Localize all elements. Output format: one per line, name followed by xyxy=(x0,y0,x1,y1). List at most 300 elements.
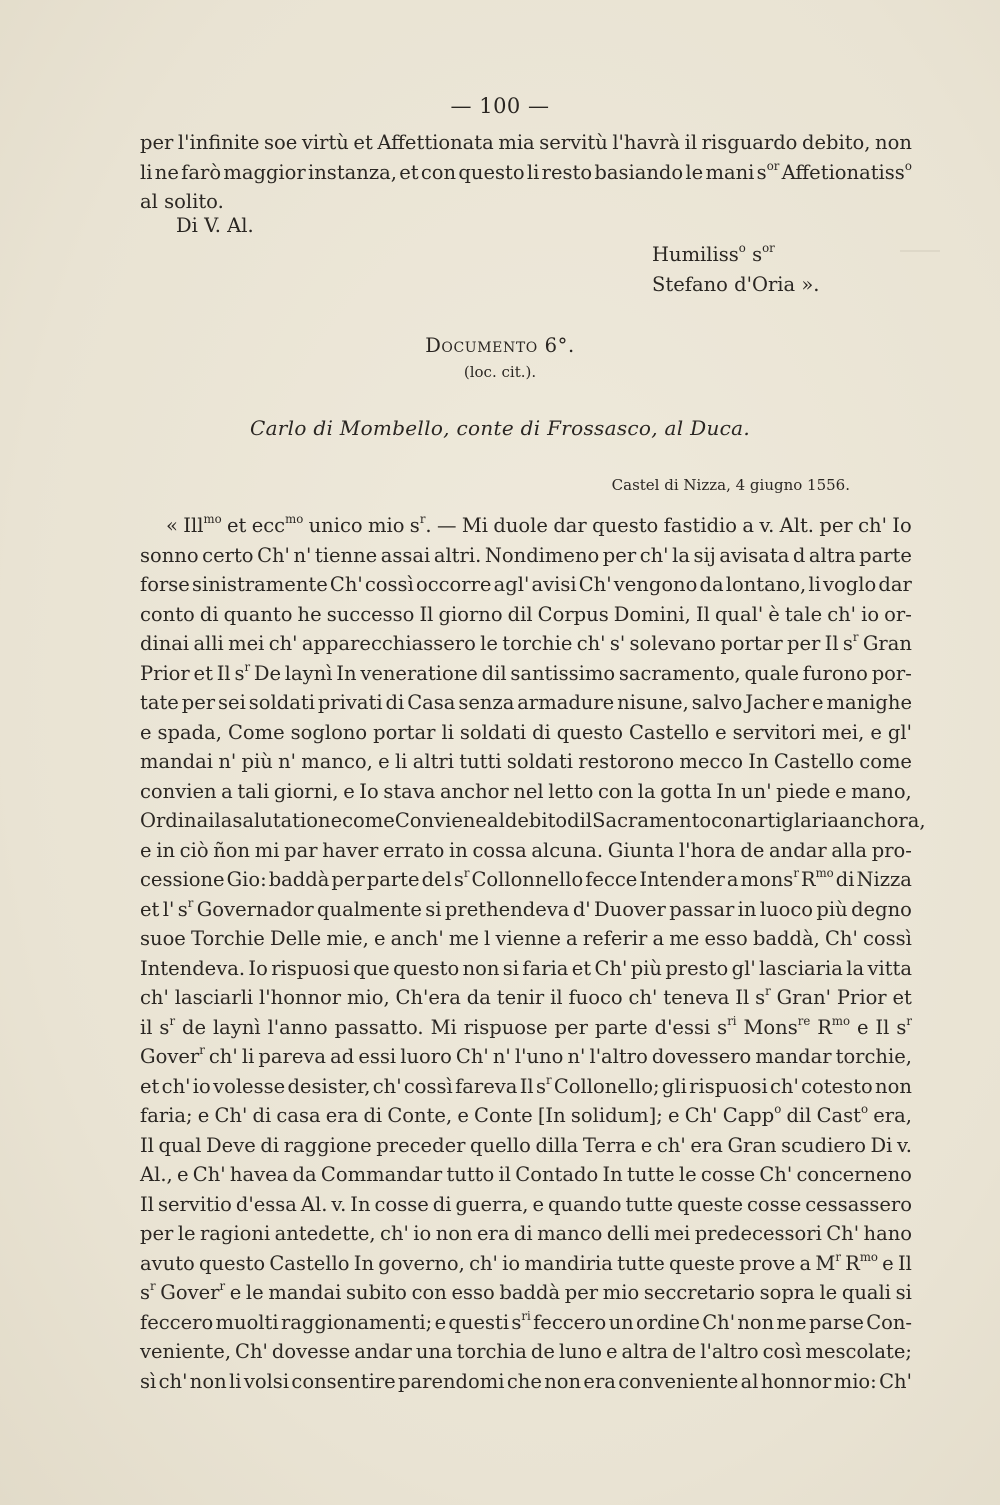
word: l'hora xyxy=(678,838,736,862)
word: le xyxy=(819,1281,838,1304)
word: Nizza xyxy=(856,868,912,891)
word: apparecchiassero xyxy=(301,632,476,655)
text-line xyxy=(140,747,912,777)
word: Collonello; xyxy=(553,1074,660,1098)
word: Ch' xyxy=(826,1222,860,1245)
word: s' xyxy=(609,632,626,655)
word: senza xyxy=(458,691,515,714)
text-line xyxy=(140,983,912,1013)
word: Di xyxy=(870,1133,893,1157)
word: Ch' xyxy=(879,1369,912,1393)
word: ch' xyxy=(770,1074,799,1098)
word: Come xyxy=(227,720,285,744)
word: ordine xyxy=(636,1310,700,1334)
word: io xyxy=(502,1251,521,1275)
text-line xyxy=(140,1367,912,1397)
word: per xyxy=(140,131,174,154)
word: dil xyxy=(786,1104,812,1127)
word: In xyxy=(748,750,769,773)
word: de xyxy=(181,1015,206,1039)
word: pareva xyxy=(258,1045,327,1068)
word: luno xyxy=(558,1340,602,1363)
word: servitio xyxy=(157,1192,232,1216)
word: e xyxy=(140,720,152,744)
word: qualmente xyxy=(317,897,422,921)
word: sei xyxy=(218,691,246,714)
word: Il xyxy=(519,1074,534,1098)
text-line xyxy=(140,806,926,836)
word: cossa xyxy=(472,838,527,862)
word: dar xyxy=(878,573,912,596)
signature xyxy=(652,240,826,299)
word: e xyxy=(715,720,727,744)
word: n' xyxy=(218,750,237,773)
word: instanza, xyxy=(308,160,397,184)
word: anchor xyxy=(440,779,509,803)
word: cosse xyxy=(747,1192,802,1216)
word: tutti xyxy=(459,750,502,773)
word: di xyxy=(432,1192,452,1216)
word: Io xyxy=(248,956,268,980)
letter-title-block xyxy=(0,416,1000,440)
word: mio xyxy=(602,1281,640,1304)
word: parte xyxy=(859,543,912,567)
word: non xyxy=(875,1074,912,1098)
word: le xyxy=(685,160,704,184)
word: letto xyxy=(548,779,594,803)
word: et xyxy=(353,131,373,154)
word: l' xyxy=(162,897,175,921)
word: solito. xyxy=(164,190,224,213)
word: d'essi xyxy=(654,1015,711,1039)
word: Castello xyxy=(773,750,854,773)
word: salvo xyxy=(691,691,743,714)
word: et xyxy=(140,1074,160,1098)
word: ». xyxy=(801,272,820,296)
word: non xyxy=(435,1222,473,1245)
word: cossì xyxy=(863,927,912,950)
word: fareva xyxy=(455,1074,518,1098)
word: di xyxy=(252,1104,272,1127)
word: era xyxy=(476,1222,510,1245)
word: veniente, xyxy=(140,1340,232,1363)
word: lontano, xyxy=(725,573,807,596)
word: me xyxy=(776,1310,807,1334)
word: in xyxy=(156,838,175,862)
word: mani xyxy=(705,160,755,184)
word: si xyxy=(895,1281,912,1304)
word: prove xyxy=(739,1251,796,1275)
word: mandiria xyxy=(524,1251,613,1275)
word: que xyxy=(353,956,390,980)
word: conveniente xyxy=(618,1369,739,1393)
word: l'havrà xyxy=(612,131,681,154)
word: $s^{ri}$ xyxy=(717,1013,737,1039)
word: Con- xyxy=(866,1310,912,1334)
word: dilla xyxy=(535,1133,579,1157)
word: quanto xyxy=(223,602,293,626)
text-line xyxy=(140,1101,912,1131)
word: virtù xyxy=(301,131,349,154)
word: qual xyxy=(158,1133,202,1157)
word: convien xyxy=(140,779,217,803)
word: armadure xyxy=(517,691,615,714)
word: in xyxy=(737,897,757,921)
word: per xyxy=(564,1281,599,1304)
word: honnor xyxy=(760,1369,832,1393)
word: di xyxy=(835,868,855,891)
word: soldati xyxy=(248,691,315,714)
word: sinistramente xyxy=(191,573,328,596)
word: e xyxy=(882,1251,894,1275)
word: di xyxy=(532,720,551,744)
word: ch' xyxy=(827,602,857,626)
word: l'altro xyxy=(589,1045,648,1068)
word: privati xyxy=(317,691,383,714)
word: sopra xyxy=(759,1281,815,1304)
source-note: (loc. cit.). xyxy=(463,363,537,381)
word: e xyxy=(667,1104,680,1127)
text-line xyxy=(140,865,912,895)
word: ecc$^{mo}$ xyxy=(251,512,304,537)
word: Sacramento xyxy=(592,809,712,832)
word: faria xyxy=(522,956,569,980)
word: baddà xyxy=(268,868,330,891)
word: piede xyxy=(776,779,831,803)
word: mandar xyxy=(755,1045,832,1068)
word: per xyxy=(554,1015,588,1039)
word: si xyxy=(502,956,520,980)
document-heading: Documento 6°. xyxy=(425,334,575,357)
word: mescolate; xyxy=(805,1340,912,1363)
text-line xyxy=(140,511,912,541)
word: e xyxy=(532,1192,545,1216)
word: avisi xyxy=(531,573,577,596)
word: consentire xyxy=(291,1369,396,1393)
word: referir xyxy=(582,927,648,950)
word: andar xyxy=(769,838,827,862)
word: Torchie xyxy=(191,927,265,950)
word: e xyxy=(812,691,824,714)
word: ch' xyxy=(268,632,298,655)
word: $s^r$ xyxy=(896,1013,912,1039)
word: Gran' xyxy=(776,986,832,1009)
word: le xyxy=(245,1281,264,1304)
salutation-block xyxy=(140,211,912,241)
word: fastidio xyxy=(663,514,738,537)
word: Al. xyxy=(300,1192,328,1216)
word: si xyxy=(425,897,442,921)
word: Nondimeno xyxy=(484,543,600,567)
word: per xyxy=(181,691,216,714)
word: quando xyxy=(548,1192,622,1216)
word: me xyxy=(448,927,479,950)
word: e xyxy=(640,1133,653,1157)
word: et xyxy=(140,897,160,921)
word: la xyxy=(214,809,233,832)
word: $s^r$ xyxy=(755,984,771,1009)
word: un' xyxy=(741,779,772,803)
word: che xyxy=(506,1369,542,1393)
word: Castello xyxy=(628,720,710,744)
word: altri. xyxy=(433,543,482,567)
word: dar xyxy=(553,514,587,537)
word: Ch' xyxy=(192,1163,226,1186)
word: mi xyxy=(254,838,280,862)
word: esso xyxy=(704,927,748,950)
word: più xyxy=(241,750,273,773)
word: nel xyxy=(513,779,544,803)
word: Commandar xyxy=(320,1163,443,1186)
word: $s^r$ xyxy=(842,630,859,655)
word: tutte xyxy=(626,1163,675,1186)
word: tienne xyxy=(314,543,378,567)
word: ch' xyxy=(161,1074,191,1098)
word: Delle xyxy=(269,927,322,950)
word: Il xyxy=(216,661,231,685)
word: vengono xyxy=(613,573,698,596)
text-line xyxy=(140,1160,912,1190)
text-line xyxy=(140,924,912,954)
word: Capp$^o$ xyxy=(722,1102,782,1127)
word: parendomi xyxy=(398,1369,505,1393)
word: rispuose xyxy=(463,1015,548,1039)
word: solidum]; xyxy=(570,1104,663,1127)
word: qual' xyxy=(714,602,764,626)
word: n' xyxy=(567,1045,586,1068)
word: Il xyxy=(897,1251,912,1275)
word: e xyxy=(605,1340,618,1363)
word: questo xyxy=(393,956,460,980)
word: $s^r$ xyxy=(453,866,470,891)
word: duole xyxy=(493,514,548,537)
word: Gran xyxy=(862,632,912,655)
word: resto xyxy=(541,160,593,184)
word: cessione xyxy=(140,868,225,891)
word: risguardo xyxy=(701,131,798,154)
word: soldati xyxy=(459,720,527,744)
word: Ch' xyxy=(825,927,858,950)
word: guerra, xyxy=(455,1192,529,1216)
word: In xyxy=(350,1192,371,1216)
word: mandai xyxy=(140,750,214,773)
word: volsi xyxy=(243,1369,290,1393)
word: Ordinai xyxy=(140,809,215,832)
word: un xyxy=(608,1310,634,1334)
word: giorni, xyxy=(273,779,339,803)
page-number: — 100 — xyxy=(450,94,550,118)
word: quello xyxy=(470,1133,531,1157)
word: n' xyxy=(492,1045,511,1068)
word: forse xyxy=(140,573,190,596)
text-line xyxy=(140,1131,912,1161)
word: Affetionatiss$^o$ xyxy=(781,158,912,184)
word: gotta xyxy=(660,779,712,803)
word: il xyxy=(498,1163,512,1186)
source-note-block xyxy=(0,362,1000,381)
word: sonno xyxy=(140,543,199,567)
word: e xyxy=(140,838,152,862)
text-line xyxy=(140,1337,912,1367)
word: e xyxy=(343,779,355,803)
word: le xyxy=(480,632,498,655)
word: occorre xyxy=(415,573,492,596)
word: artiglaria xyxy=(746,809,839,832)
word: ch' xyxy=(208,1045,238,1068)
word: et xyxy=(892,986,912,1009)
text-line xyxy=(140,777,912,807)
word: dinai xyxy=(140,632,190,655)
word: Duover xyxy=(594,897,666,921)
word: Gran xyxy=(727,1133,777,1157)
word: come xyxy=(859,750,912,773)
word: questo xyxy=(556,720,623,744)
word: successo xyxy=(326,602,415,626)
word: maggior xyxy=(223,160,306,184)
word: Io xyxy=(359,779,379,803)
word: e xyxy=(229,1281,242,1304)
word: et xyxy=(399,160,419,184)
word: et xyxy=(193,661,213,685)
word: muolti xyxy=(215,1310,279,1334)
word: e xyxy=(856,1015,869,1039)
text-line xyxy=(140,1219,912,1249)
word: In xyxy=(336,661,357,685)
word: Ch' xyxy=(578,573,612,596)
word: alli xyxy=(193,632,224,655)
word: con xyxy=(597,779,634,803)
word: alla xyxy=(831,838,868,862)
signature-line xyxy=(652,270,826,300)
word: Alt. xyxy=(779,514,815,537)
word: il xyxy=(684,131,698,154)
word: cosse xyxy=(374,1192,429,1216)
word: servitù xyxy=(539,131,608,154)
word: di xyxy=(513,1222,533,1245)
word: Il xyxy=(140,1192,154,1216)
text-line xyxy=(140,570,912,600)
word: fecce xyxy=(585,868,638,891)
word: v. xyxy=(331,1192,347,1216)
word: Ch' xyxy=(329,573,363,596)
letter-title: Carlo di Mombello, conte di Frossasco, al Duca. xyxy=(249,416,751,440)
word: In xyxy=(602,1163,623,1186)
word: spada, xyxy=(157,720,222,744)
text-line xyxy=(140,541,912,571)
word: l xyxy=(484,927,491,950)
word: Mi xyxy=(461,514,489,537)
word: le xyxy=(177,1222,196,1245)
word: n' xyxy=(293,543,312,567)
word: hano xyxy=(863,1222,912,1245)
word: mano, xyxy=(851,779,912,803)
word: $M^r$ xyxy=(815,1249,841,1275)
word: Domini, xyxy=(613,602,691,626)
word: a xyxy=(652,927,665,950)
word: unico xyxy=(308,514,363,537)
word: raggione xyxy=(283,1133,372,1157)
word: desister, xyxy=(287,1074,371,1098)
word: Il xyxy=(140,1133,154,1157)
word: tale xyxy=(784,602,823,626)
word: de xyxy=(530,1340,555,1363)
word: preceder xyxy=(376,1133,466,1157)
word: e xyxy=(434,1310,447,1334)
word: dovessero xyxy=(651,1045,752,1068)
word: predecessori xyxy=(694,1222,822,1245)
word: di xyxy=(260,1133,280,1157)
word: e xyxy=(378,750,390,773)
text-line xyxy=(140,688,912,718)
word: le xyxy=(678,1163,697,1186)
word: Io xyxy=(892,514,912,537)
word: torchie xyxy=(502,632,573,655)
word: de xyxy=(740,838,765,862)
word: Corpus xyxy=(537,602,609,626)
word: li xyxy=(241,1045,255,1068)
word: il xyxy=(140,1015,153,1039)
word: e xyxy=(176,1163,189,1186)
word: presto xyxy=(665,956,729,980)
word: ch' xyxy=(576,632,606,655)
text-line xyxy=(140,158,912,188)
word: con xyxy=(420,160,457,184)
word: Ch' xyxy=(759,1163,793,1186)
word: luoco xyxy=(759,897,814,921)
word: d' xyxy=(572,897,591,921)
salutation: Di V. Al. xyxy=(176,214,254,237)
word: io xyxy=(192,1074,211,1098)
word: $s^r$ xyxy=(140,1279,156,1304)
word: ñon xyxy=(213,838,251,862)
word: Prior xyxy=(140,661,190,685)
word: li xyxy=(441,720,454,744)
word: per xyxy=(786,632,821,655)
word: laynì xyxy=(284,661,333,685)
word: mons$^r$ xyxy=(740,866,799,891)
word: Conte xyxy=(474,1104,533,1127)
word: In xyxy=(716,779,737,803)
word: portar xyxy=(720,632,783,655)
word: laynì xyxy=(212,1015,261,1039)
word: la xyxy=(637,779,656,803)
word: servitori xyxy=(732,720,816,744)
word: ch' xyxy=(656,1133,686,1157)
word: antedette, xyxy=(274,1222,376,1245)
word: quali xyxy=(841,1281,892,1304)
word: altri xyxy=(412,750,454,773)
word: Gover$^r$ xyxy=(160,1279,226,1304)
word: Intendeva. xyxy=(140,956,246,980)
word: e xyxy=(457,1104,469,1127)
word: l'honnor xyxy=(259,986,342,1009)
word: cotesto xyxy=(801,1074,873,1098)
word: vienne xyxy=(495,927,561,950)
word: Collonnello xyxy=(471,868,584,891)
word: queste xyxy=(677,1192,744,1216)
word: Casa xyxy=(407,691,456,714)
word: por- xyxy=(871,661,912,685)
word: debito, xyxy=(801,131,871,154)
word: l'altro xyxy=(700,1340,759,1363)
word: per xyxy=(819,514,853,537)
word: concerneno xyxy=(796,1163,912,1186)
word: manco, xyxy=(301,750,373,773)
word: et xyxy=(226,514,247,537)
word: ch' xyxy=(158,1369,188,1393)
word: ch' xyxy=(628,986,658,1009)
word: assai xyxy=(380,543,431,567)
